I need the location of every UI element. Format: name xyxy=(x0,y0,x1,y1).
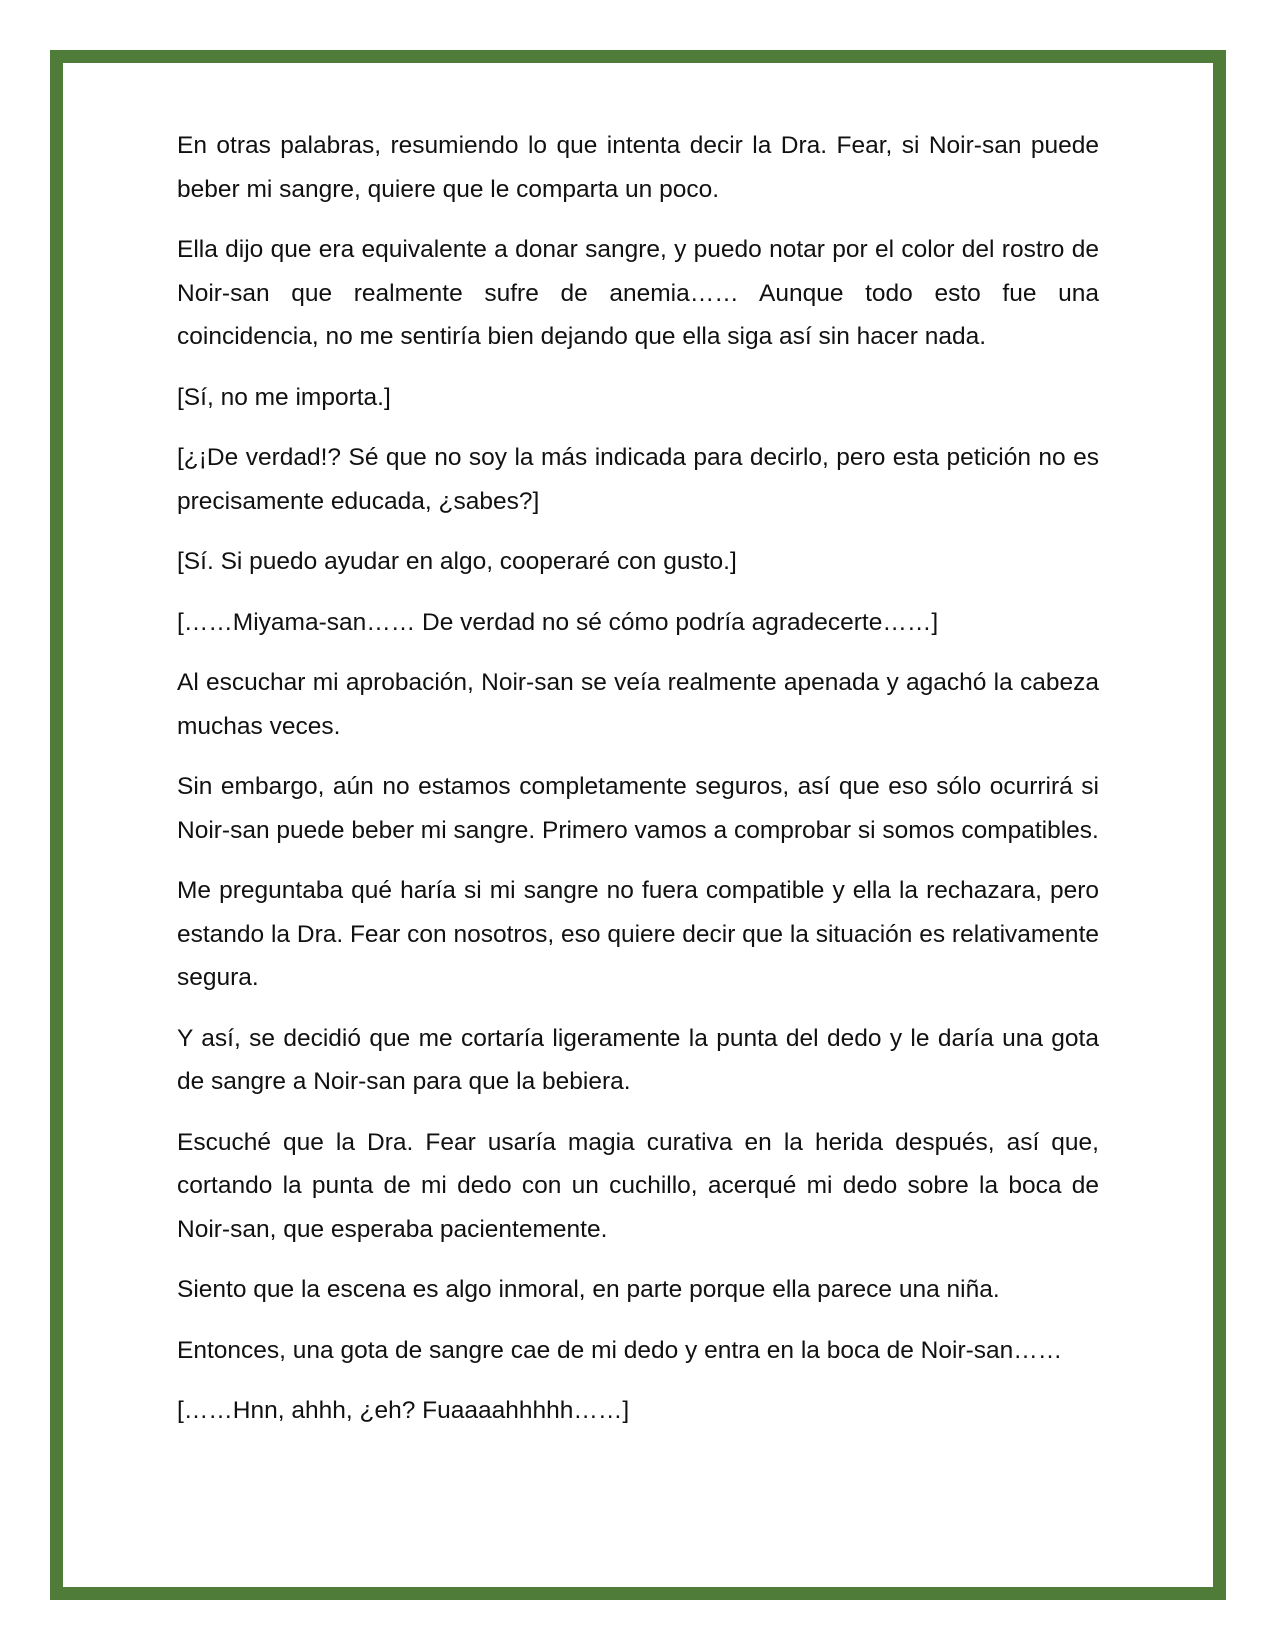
paragraph: Escuché que la Dra. Fear usaría magia curativa en la herida después, así que, cortando la punta de mi dedo con un cuchillo, acerqué mi dedo sobre la boca de Noir-san, que esperaba pacientemente. xyxy=(177,1128,1099,1243)
dialogue-line: [Sí, no me importa.] xyxy=(177,383,391,411)
paragraph: Y así, se decidió que me cortaría ligeramente la punta del dedo y le daría una gota de sangre a Noir-san para que la bebiera. xyxy=(177,1024,1099,1095)
dialogue-line: [……Hnn, ahhh, ¿eh? Fuaaaahhhhh……] xyxy=(177,1397,630,1424)
paragraph: En otras palabras, resumiendo lo que intenta decir la Dra. Fear, si Noir-san puede beber mi sangre, quiere que le comparta un poco. xyxy=(177,132,1099,203)
paragraph: Ella dijo que era equivalente a donar sangre, y puedo notar por el color del rostro de Noir-san que realmente sufre de anemia…… Aunque todo esto fue una coincidencia, no me sentiría bien dejando que ella siga así sin hacer nada. xyxy=(177,236,1099,350)
paragraph: Sin embargo, aún no estamos completamente seguros, así que eso sólo ocurrirá si Noir-san puede beber mi sangre. Primero vamos a comprobar si somos compatibles. xyxy=(177,773,1099,844)
paragraph: Siento que la escena es algo inmoral, en parte porque ella parece una niña. xyxy=(177,1276,1000,1303)
paragraph: Entonces, una gota de sangre cae de mi dedo y entra en la boca de Noir-san…… xyxy=(177,1336,1063,1364)
dialogue-line: [¿¡De verdad!? Sé que no soy la más indicada para decirlo, pero esta petición no es precisamente educada, ¿sabes?] xyxy=(177,444,1099,515)
dialogue-line: [……Miyama-san…… De verdad no sé cómo podría agradecerte……] xyxy=(177,608,939,636)
paragraph: Me preguntaba qué haría si mi sangre no fuera compatible y ella la rechazara, pero estando la Dra. Fear con nosotros, eso quiere decir que la situación es relativamente segura. xyxy=(177,877,1099,991)
dialogue-line: [Sí. Si puedo ayudar en algo, cooperaré con gusto.] xyxy=(177,548,737,575)
paragraph: Al escuchar mi aprobación, Noir-san se veía realmente apenada y agachó la cabeza muchas veces. xyxy=(177,669,1099,740)
document-body xyxy=(177,124,1099,1450)
